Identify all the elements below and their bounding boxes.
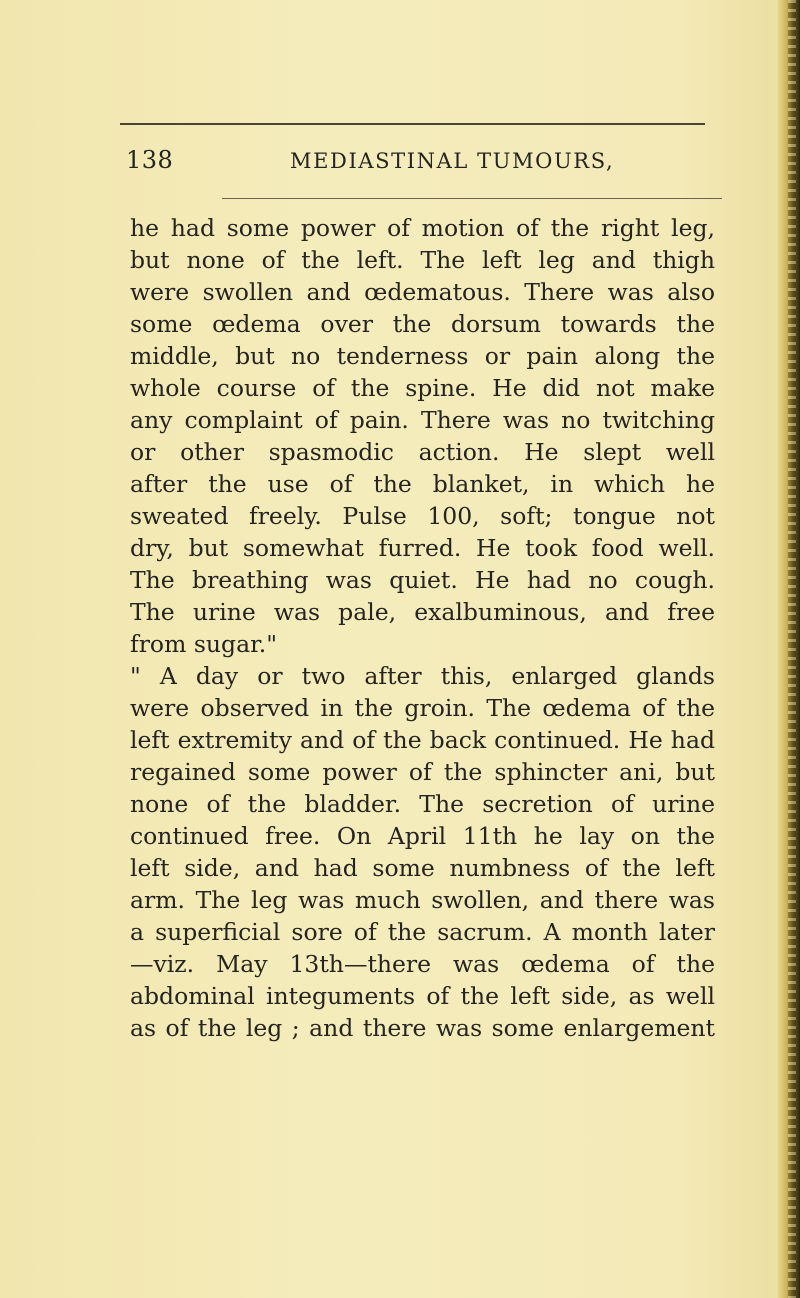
text-line: continued free. On April 11th he lay on the: [130, 822, 715, 850]
text-line: from sugar.": [130, 630, 278, 658]
text-line: were observed in the groin. The œdema of the: [130, 694, 715, 722]
text-line: he had some power of motion of the right leg,: [130, 214, 715, 242]
text-line: any complaint of pain. There was no twitching: [130, 406, 715, 434]
text-line: middle, but no tenderness or pain along the: [130, 342, 715, 370]
text-line: were swollen and œdematous. There was also: [130, 278, 715, 306]
text-line: a superficial sore of the sacrum. A month later: [130, 918, 715, 946]
text-line: arm. The leg was much swollen, and there was: [130, 886, 715, 914]
text-line: dry, but somewhat furred. He took food well.: [130, 534, 715, 562]
text-line: none of the bladder. The secretion of urine: [130, 790, 715, 818]
text-line: some œdema over the dorsum towards the: [130, 310, 715, 338]
header-rule: [222, 198, 722, 199]
text-line: sweated freely. Pulse 100, soft; tongue not: [130, 502, 715, 530]
body-text: [130, 212, 715, 1044]
running-title: MEDIASTINAL TUMOURS,: [290, 149, 615, 173]
text-line: as of the leg ; and there was some enlargement: [130, 1014, 715, 1042]
text-line: The breathing was quiet. He had no cough.: [130, 566, 715, 594]
text-line: The urine was pale, exalbuminous, and free: [130, 598, 715, 626]
text-line: regained some power of the sphincter ani, but: [130, 758, 715, 786]
text-line: " A day or two after this, enlarged glands: [130, 662, 715, 690]
text-line: after the use of the blanket, in which he: [130, 470, 715, 498]
text-line: left extremity and of the back continued. He had: [130, 726, 715, 754]
text-line: or other spasmodic action. He slept well: [130, 438, 715, 466]
text-line: —viz. May 13th—there was œdema of the: [130, 950, 715, 978]
text-line: whole course of the spine. He did not make: [130, 374, 715, 402]
page-edge-texture: [788, 0, 796, 1298]
page-number: 138: [126, 146, 174, 174]
text-line: left side, and had some numbness of the left: [130, 854, 715, 882]
text-line: but none of the left. The left leg and thigh: [130, 246, 715, 274]
text-line: abdominal integuments of the left side, as well: [130, 982, 715, 1010]
top-rule: [120, 123, 705, 125]
